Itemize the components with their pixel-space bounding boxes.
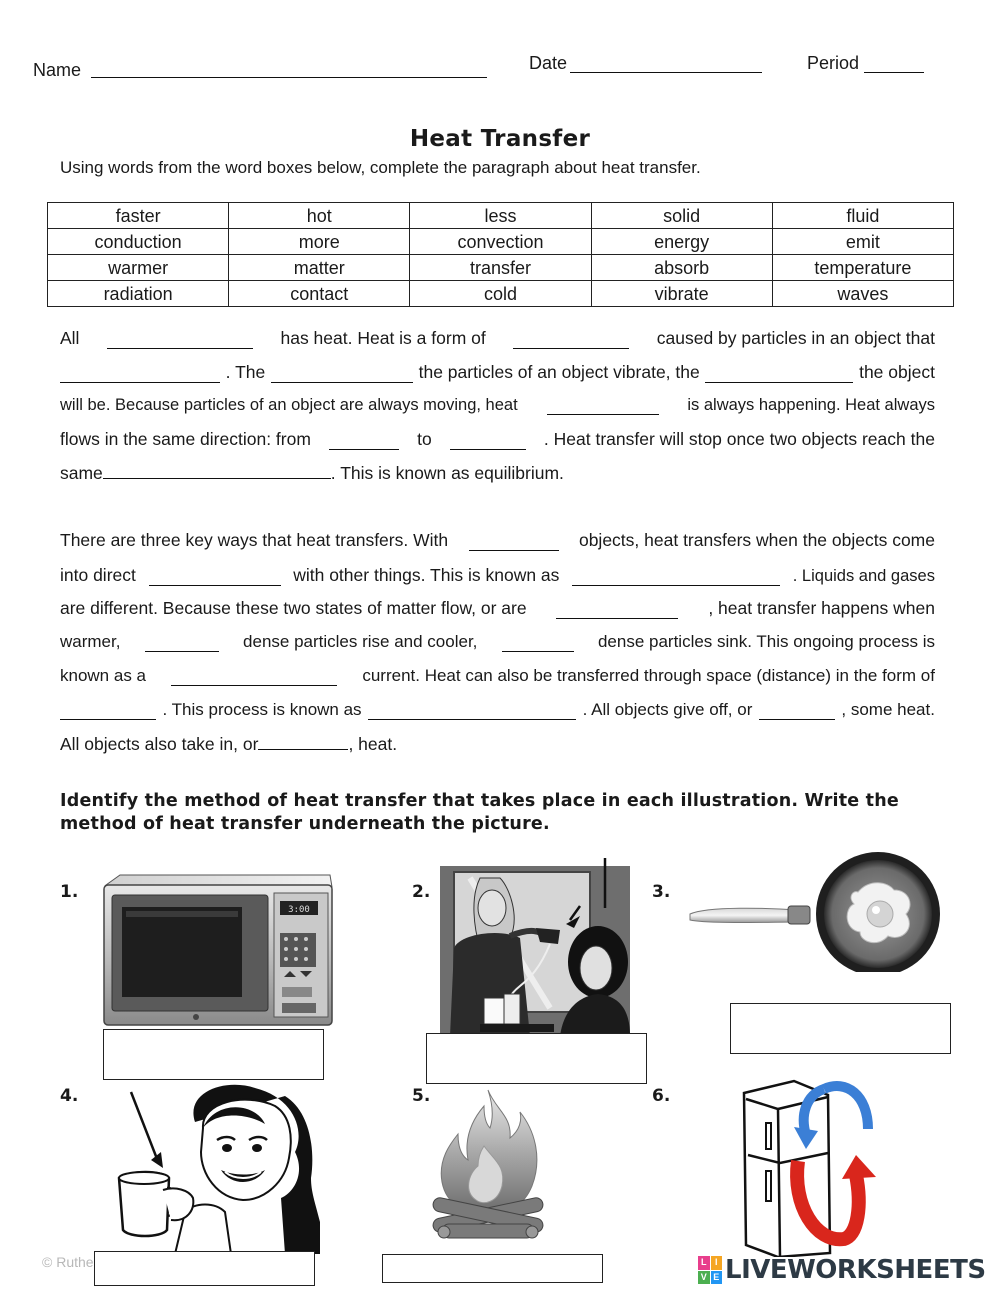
logo-letter: L [698,1256,710,1270]
frying-pan-egg-icon [688,852,943,972]
logo-letter: V [698,1271,710,1285]
text-segment: . This process is known as [162,700,362,719]
period-label: Period [807,53,860,73]
item-number-4: 4. [60,1086,79,1106]
period-field[interactable] [864,55,924,73]
text-segment: . This is known as equilibrium. [330,463,564,483]
blank-16[interactable] [171,670,337,686]
blank-15[interactable] [502,636,574,652]
text-segment: flows in the same direction: from [60,429,311,449]
word-cell: hot [229,203,410,229]
blank-20[interactable] [258,734,348,750]
campfire-icon [428,1086,550,1250]
text-segment: with other things. This is known as [293,565,560,585]
word-cell: contact [229,281,410,307]
blank-4[interactable] [271,367,413,383]
item-number-5: 5. [412,1086,431,1106]
blank-14[interactable] [145,636,219,652]
word-cell: emit [772,229,953,255]
text-segment: . The [225,362,266,382]
word-cell: more [229,229,410,255]
blank-9[interactable] [103,463,331,479]
paragraph2-line3 [60,598,935,619]
paragraph2-line4 [60,632,935,652]
text-segment: All objects also take in, or [60,734,259,754]
blank-6[interactable] [547,399,659,415]
paragraph1-line1 [60,328,935,349]
text-segment: , heat. [348,734,398,754]
word-cell: fluid [772,203,953,229]
paragraph1-line5 [60,463,935,484]
blank-1[interactable] [107,333,253,349]
text-segment: , some heat. [841,700,935,719]
text-segment: has heat. Heat is a form of [280,328,486,348]
text-segment: dense particles rise and cooler, [243,632,478,651]
hair-dryer-salon-icon [440,858,632,1036]
brand-name: LIVEWORKSHEETS [725,1255,986,1285]
word-cell: vibrate [591,281,772,307]
text-segment: will be. Because particles of an object are always moving, heat [60,396,518,414]
blank-13[interactable] [556,603,678,619]
paragraph2-line6 [60,700,935,720]
instructions: Using words from the word boxes below, complete the paragraph about heat transfer. [60,158,701,177]
word-cell: less [410,203,591,229]
blank-12[interactable] [572,570,780,586]
text-segment: is always happening. Heat always [687,396,935,414]
copyright-text: © Ruthe [42,1254,94,1270]
date-label: Date [529,53,568,73]
word-cell: matter [229,255,410,281]
word-box-table [47,202,954,307]
answer-box-4[interactable] [94,1251,315,1286]
date-field[interactable] [570,55,762,73]
text-segment: . Heat transfer will stop once two objects reach the [543,429,935,449]
blank-8[interactable] [450,434,526,450]
page-title: Heat Transfer [409,126,591,152]
liveworksheets-brand [698,1255,986,1285]
blank-10[interactable] [469,535,559,551]
text-segment: same [60,463,103,483]
answer-box-5[interactable] [382,1254,603,1283]
name-field[interactable] [91,60,487,78]
word-cell: faster [48,203,229,229]
blank-7[interactable] [329,434,399,450]
paragraph1-line2 [60,362,935,383]
blank-3[interactable] [60,367,220,383]
question-prompt: Identify the method of heat transfer that takes place in each illustration. Write the method of heat transfer underneath the picture. [60,791,899,834]
paragraph2-line2 [60,565,935,586]
text-segment: are different. Because these two states of matter flow, or are [60,598,527,618]
name-label: Name [33,60,82,80]
word-cell: waves [772,281,953,307]
text-segment: . All objects give off, or [582,700,753,719]
paragraph1-line4 [60,429,935,450]
text-segment: the object [859,362,935,382]
paragraph2-line5 [60,666,935,686]
paragraph2-line1 [60,530,935,551]
answer-box-1[interactable] [103,1029,324,1080]
logo-letter: I [711,1256,723,1270]
word-cell: absorb [591,255,772,281]
text-segment: All [60,328,80,348]
item-number-1: 1. [60,882,79,902]
item-number-6: 6. [652,1086,671,1106]
word-cell: warmer [48,255,229,281]
woman-holding-mug-icon [105,1082,320,1254]
liveworksheets-logo-icon [698,1256,722,1284]
text-segment: known as a [60,666,146,685]
text-segment: the particles of an object vibrate, the [418,362,700,382]
text-segment: current. Heat can also be transferred through space (distance) in the form of [362,666,935,685]
refrigerator-convection-icon [736,1075,890,1257]
blank-17[interactable] [60,704,156,720]
blank-5[interactable] [705,367,853,383]
text-segment: caused by particles in an object that [656,328,935,348]
word-cell: conduction [48,229,229,255]
word-box-row [48,229,954,255]
paragraph2-line7 [60,734,935,755]
answer-box-2[interactable] [426,1033,647,1084]
text-segment: warmer, [60,632,121,651]
word-cell: transfer [410,255,591,281]
paragraph1-line3 [60,396,935,415]
text-segment: dense particles sink. This ongoing process is [597,632,935,651]
word-cell: convection [410,229,591,255]
text-segment: objects, heat transfers when the objects come [578,530,935,550]
text-segment: . Liquids and gases [792,567,935,585]
word-box-row [48,255,954,281]
item-number-3: 3. [652,882,671,902]
blank-19[interactable] [759,704,835,720]
answer-box-3[interactable] [730,1003,951,1054]
word-box-row [48,281,954,307]
microwave-clock: 3:00 [288,905,310,915]
word-cell: energy [591,229,772,255]
logo-letter: E [711,1271,723,1285]
text-segment: There are three key ways that heat transfers. With [60,530,449,550]
text-segment: into direct [60,565,136,585]
blank-18[interactable] [368,704,576,720]
word-cell: temperature [772,255,953,281]
blank-11[interactable] [149,570,281,586]
word-cell: solid [591,203,772,229]
blank-2[interactable] [513,333,629,349]
microwave-icon [100,873,338,1031]
text-segment: to [417,429,432,449]
word-box-row [48,203,954,229]
item-number-2: 2. [412,882,431,902]
text-segment: , heat transfer happens when [708,598,935,618]
word-cell: radiation [48,281,229,307]
word-cell: cold [410,281,591,307]
